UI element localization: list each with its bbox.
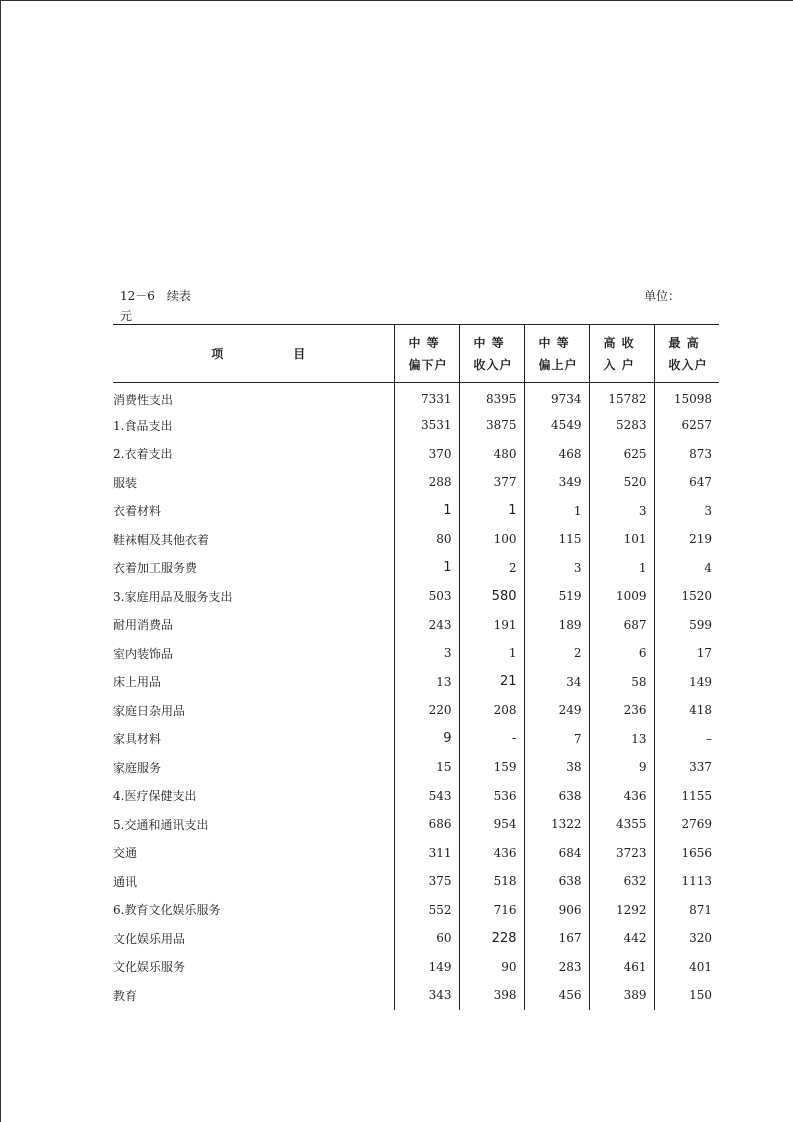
cell-value: 375 xyxy=(394,867,459,896)
cell-value: 3 xyxy=(589,497,654,526)
cell-value: 288 xyxy=(394,468,459,497)
table-row xyxy=(113,867,719,896)
row-label: 6.教育文化娱乐服务 xyxy=(113,903,221,918)
header-col-5 xyxy=(654,325,719,383)
row-label: 家庭日杂用品 xyxy=(113,703,186,718)
cell-value: 167 xyxy=(524,924,589,953)
unit-label: 单位： xyxy=(644,289,681,303)
table-row xyxy=(113,440,719,469)
cell-value: - xyxy=(459,725,524,754)
table-body xyxy=(113,383,719,1010)
cell-value: 320 xyxy=(654,924,719,953)
row-label: 家庭服务 xyxy=(113,760,162,775)
cell-value: 349 xyxy=(524,468,589,497)
cell-value: 5283 xyxy=(589,411,654,440)
cell-value: 543 xyxy=(394,782,459,811)
cell-value: 3875 xyxy=(459,411,524,440)
cell-value: 4549 xyxy=(524,411,589,440)
row-label: 家具材料 xyxy=(113,732,162,747)
row-label: 交通 xyxy=(113,846,138,861)
cell-value: 2 xyxy=(459,554,524,583)
cell-value: 4 xyxy=(654,554,719,583)
table-row xyxy=(113,753,719,782)
cell-value: 3 xyxy=(524,554,589,583)
cell-value: 3531 xyxy=(394,411,459,440)
header-col-5-line1: 最 高 xyxy=(668,335,700,350)
cell-value: 115 xyxy=(524,525,589,554)
cell-value: 1292 xyxy=(589,896,654,925)
cell-value: 519 xyxy=(524,582,589,611)
cell-value: 716 xyxy=(459,896,524,925)
cell-value: 398 xyxy=(459,981,524,1010)
cell-value: 243 xyxy=(394,611,459,640)
cell-value: 1 xyxy=(394,554,459,583)
unit-value: 元 xyxy=(120,309,133,323)
cell-value: 159 xyxy=(459,753,524,782)
cell-value: 632 xyxy=(589,867,654,896)
cell-value: 343 xyxy=(394,981,459,1010)
table-row xyxy=(113,725,719,754)
cell-value: 9 xyxy=(589,753,654,782)
row-label: 5.交通和通讯支出 xyxy=(113,817,209,832)
cell-value: 1 xyxy=(394,497,459,526)
table-row xyxy=(113,611,719,640)
cell-value: 954 xyxy=(459,810,524,839)
cell-value: 461 xyxy=(589,953,654,982)
table-row xyxy=(113,554,719,583)
cell-value: 1 xyxy=(459,639,524,668)
cell-value: 468 xyxy=(524,440,589,469)
table-row xyxy=(113,468,719,497)
cell-value: 13 xyxy=(589,725,654,754)
cell-value: 38 xyxy=(524,753,589,782)
cell-value: 442 xyxy=(589,924,654,953)
cell-value: 15098 xyxy=(654,383,719,412)
cell-value: 625 xyxy=(589,440,654,469)
table-row xyxy=(113,782,719,811)
header-col-1 xyxy=(394,325,459,383)
header-col-4-line2: 入 户 xyxy=(603,357,635,372)
cell-value: 236 xyxy=(589,696,654,725)
table-header-row xyxy=(113,325,719,383)
header-item-char-1: 项 xyxy=(211,347,224,361)
header-col-3 xyxy=(524,325,589,383)
cell-value: 150 xyxy=(654,981,719,1010)
row-label: 文化娱乐用品 xyxy=(113,931,186,946)
row-label: 4.医疗保健支出 xyxy=(113,789,197,804)
row-label: 2.衣着支出 xyxy=(113,447,173,462)
cell-value: 389 xyxy=(589,981,654,1010)
cell-value: 4355 xyxy=(589,810,654,839)
header-col-3-line1: 中 等 xyxy=(538,335,570,350)
row-label: 衣着材料 xyxy=(113,504,162,519)
cell-value: 638 xyxy=(524,782,589,811)
cell-value: 337 xyxy=(654,753,719,782)
cell-value: 7331 xyxy=(394,383,459,412)
row-label: 1.食品支出 xyxy=(113,418,173,433)
header-col-1-line1: 中 等 xyxy=(408,335,440,350)
cell-value: 1656 xyxy=(654,839,719,868)
cell-value: 687 xyxy=(589,611,654,640)
cell-value: 401 xyxy=(654,953,719,982)
table-row xyxy=(113,411,719,440)
cell-value: 456 xyxy=(524,981,589,1010)
header-col-3-line2: 偏上户 xyxy=(538,357,578,372)
cell-value: 101 xyxy=(589,525,654,554)
cell-value: 6257 xyxy=(654,411,719,440)
cell-value: 370 xyxy=(394,440,459,469)
cell-value: 686 xyxy=(394,810,459,839)
cell-value: 1 xyxy=(459,497,524,526)
header-item-char-2: 目 xyxy=(293,347,306,361)
cell-value: 1113 xyxy=(654,867,719,896)
cell-value: 599 xyxy=(654,611,719,640)
cell-value: 17 xyxy=(654,639,719,668)
cell-value: 377 xyxy=(459,468,524,497)
table-row xyxy=(113,497,719,526)
table-row xyxy=(113,696,719,725)
page-top-border xyxy=(0,0,793,1)
cell-value: 249 xyxy=(524,696,589,725)
table-row xyxy=(113,924,719,953)
header-item xyxy=(113,325,394,383)
table-row xyxy=(113,639,719,668)
table-number: 12－6 续表 xyxy=(120,289,191,303)
cell-value: 520 xyxy=(589,468,654,497)
cell-value: 480 xyxy=(459,440,524,469)
header-col-2 xyxy=(459,325,524,383)
cell-value: 90 xyxy=(459,953,524,982)
page-left-border xyxy=(0,0,1,1122)
cell-value: 552 xyxy=(394,896,459,925)
cell-value: 149 xyxy=(654,668,719,697)
table-row xyxy=(113,981,719,1010)
cell-value: 2 xyxy=(524,639,589,668)
row-label: 教育 xyxy=(113,988,138,1003)
cell-value: 191 xyxy=(459,611,524,640)
table-row xyxy=(113,668,719,697)
row-label: 通讯 xyxy=(113,874,138,889)
cell-value: 518 xyxy=(459,867,524,896)
cell-value: 34 xyxy=(524,668,589,697)
cell-value: 311 xyxy=(394,839,459,868)
cell-value: 283 xyxy=(524,953,589,982)
row-label: 耐用消费品 xyxy=(113,618,174,633)
cell-value: 580 xyxy=(459,582,524,611)
cell-value: 7 xyxy=(524,725,589,754)
cell-value: 3 xyxy=(394,639,459,668)
cell-value: 219 xyxy=(654,525,719,554)
row-label: 文化娱乐服务 xyxy=(113,960,186,975)
cell-value: 536 xyxy=(459,782,524,811)
cell-value: 58 xyxy=(589,668,654,697)
cell-value: 60 xyxy=(394,924,459,953)
cell-value: 436 xyxy=(589,782,654,811)
expenditure-table xyxy=(113,324,719,1010)
cell-value: 684 xyxy=(524,839,589,868)
cell-value: 6 xyxy=(589,639,654,668)
cell-value: 15 xyxy=(394,753,459,782)
row-label: 服装 xyxy=(113,475,138,490)
header-col-2-line1: 中 等 xyxy=(473,335,505,350)
cell-value: 647 xyxy=(654,468,719,497)
cell-value: 1 xyxy=(589,554,654,583)
cell-value: 80 xyxy=(394,525,459,554)
cell-value: 3723 xyxy=(589,839,654,868)
cell-value: 3 xyxy=(654,497,719,526)
row-label: 消费性支出 xyxy=(113,392,174,407)
cell-value: 8395 xyxy=(459,383,524,412)
header-col-4-line1: 高 收 xyxy=(603,335,635,350)
cell-value: 418 xyxy=(654,696,719,725)
cell-value: 1520 xyxy=(654,582,719,611)
table-row xyxy=(113,582,719,611)
row-label: 室内装饰品 xyxy=(113,646,174,661)
cell-value: 1155 xyxy=(654,782,719,811)
cell-value: 228 xyxy=(459,924,524,953)
cell-value: 503 xyxy=(394,582,459,611)
cell-value: 100 xyxy=(459,525,524,554)
cell-value: 13 xyxy=(394,668,459,697)
row-label: 3.家庭用品及服务支出 xyxy=(113,589,233,604)
cell-value: 1322 xyxy=(524,810,589,839)
cell-value: 189 xyxy=(524,611,589,640)
row-label: 床上用品 xyxy=(113,675,162,690)
cell-value: 21 xyxy=(459,668,524,697)
header-col-4 xyxy=(589,325,654,383)
table-row xyxy=(113,810,719,839)
header-col-2-line2: 收入户 xyxy=(473,357,513,372)
header-col-1-line2: 偏下户 xyxy=(408,357,448,372)
cell-value: 436 xyxy=(459,839,524,868)
cell-value: 9 xyxy=(394,725,459,754)
row-label: 鞋袜帽及其他衣着 xyxy=(113,532,210,547)
cell-value: 220 xyxy=(394,696,459,725)
cell-value: 638 xyxy=(524,867,589,896)
table-row xyxy=(113,896,719,925)
header-col-5-line2: 收入户 xyxy=(668,357,708,372)
cell-value: 208 xyxy=(459,696,524,725)
table-row xyxy=(113,839,719,868)
cell-value: 15782 xyxy=(589,383,654,412)
table-row xyxy=(113,383,719,412)
cell-value: – xyxy=(654,725,719,754)
table-row xyxy=(113,953,719,982)
cell-value: 1009 xyxy=(589,582,654,611)
cell-value: 149 xyxy=(394,953,459,982)
cell-value: 2769 xyxy=(654,810,719,839)
cell-value: 871 xyxy=(654,896,719,925)
table-row xyxy=(113,525,719,554)
row-label: 衣着加工服务费 xyxy=(113,561,198,576)
cell-value: 906 xyxy=(524,896,589,925)
cell-value: 9734 xyxy=(524,383,589,412)
cell-value: 873 xyxy=(654,440,719,469)
cell-value: 1 xyxy=(524,497,589,526)
